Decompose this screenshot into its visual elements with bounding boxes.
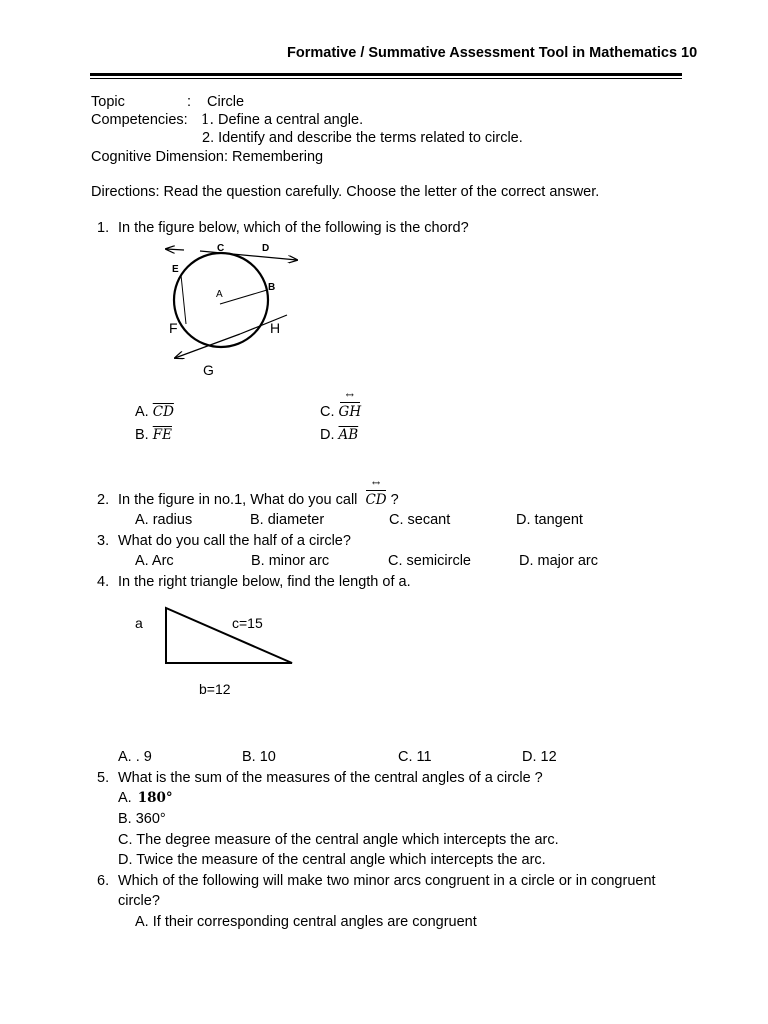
cognitive-dimension: Cognitive Dimension: Remembering: [91, 149, 324, 165]
q3-option-a[interactable]: A. Arc: [135, 553, 174, 569]
competency-1-number: 1.: [201, 112, 214, 128]
q4-option-b[interactable]: B. 10: [242, 749, 276, 765]
math-cd-segment: $\overline{CD}$: [152, 404, 174, 420]
tangent-line-cd: [166, 249, 184, 250]
figure-label-g: G: [203, 362, 214, 378]
q4-option-a[interactable]: A. . 9: [118, 749, 152, 765]
competencies-label: Competencies:: [91, 112, 188, 128]
q6-option-a[interactable]: A. If their corresponding central angles are congruent: [135, 914, 477, 930]
q5-text: What is the sum of the measures of the central angles of a circle ?: [118, 770, 543, 786]
triangle-label-c: c=15: [232, 615, 263, 631]
q1-number: 1.: [97, 220, 110, 236]
q5-number: 5.: [97, 770, 110, 786]
math-gh-line: GH ↔: [339, 403, 362, 421]
competency-1: Define a central angle.: [218, 112, 364, 128]
q3-option-b[interactable]: B. minor arc: [251, 553, 330, 569]
triangle-label-b: b=12: [199, 681, 231, 697]
q4-option-d[interactable]: D. 12: [522, 749, 557, 765]
q1-option-d[interactable]: D. $\overline{AB}$: [320, 427, 359, 443]
q4-text: In the right triangle below, find the length of a.: [118, 574, 411, 590]
tangent-line-cd-right: [200, 251, 297, 260]
topic-value: Circle: [207, 94, 245, 110]
math-fe-segment: $\overline{FE}$: [152, 427, 172, 443]
q2-option-d[interactable]: D. tangent: [516, 512, 583, 528]
page-header-title: Formative / Summative Assessment Tool in Mathematics 10: [287, 45, 698, 61]
figure-label-c: C: [217, 243, 225, 254]
q2-option-a[interactable]: A. radius: [135, 512, 193, 528]
q3-text: What do you call the half of a circle?: [118, 533, 351, 549]
q6-text-line1: Which of the following will make two minor arcs congruent in a circle or in congruent: [118, 873, 656, 889]
competency-2: 2. Identify and describe the terms related to circle.: [202, 130, 523, 146]
q2-number: 2.: [97, 492, 110, 508]
math-180-degrees: 180°: [137, 790, 173, 806]
figure-label-d: D: [262, 243, 270, 254]
q1-option-c[interactable]: C. GH ↔: [320, 403, 361, 421]
figure-label-h: H: [270, 320, 281, 336]
figure-label-f: F: [169, 320, 178, 336]
radius-ab: [220, 290, 267, 304]
figure-label-e: E: [172, 264, 179, 275]
math-360-degrees: 360°: [135, 811, 166, 827]
q5-option-a[interactable]: A. 180°: [118, 790, 173, 806]
topic-label: Topic: [91, 94, 125, 110]
q2-text: In the figure in no.1, What do you call CD ↔ ?: [118, 491, 399, 509]
q5-option-d[interactable]: D. Twice the measure of the central angle which intercepts the arc.: [118, 852, 546, 868]
math-ab-segment: $\overline{AB}$: [338, 427, 359, 443]
q1-option-b[interactable]: B. $\overline{FE}$: [135, 427, 172, 443]
circle-shape: [174, 253, 268, 347]
q2-option-c[interactable]: C. secant: [389, 512, 451, 528]
q6-text-line2: circle?: [118, 893, 160, 909]
figure-label-b: B: [268, 282, 276, 293]
q6-number: 6.: [97, 873, 110, 889]
q1-option-a[interactable]: A. $\overline{CD}$: [135, 404, 174, 420]
q4-option-c[interactable]: C. 11: [398, 749, 432, 765]
q3-option-c[interactable]: C. semicircle: [388, 553, 471, 569]
q1-text: In the figure below, which of the following is the chord?: [118, 220, 469, 236]
q2-option-b[interactable]: B. diameter: [250, 512, 325, 528]
q5-option-b[interactable]: B. 360°: [118, 811, 166, 827]
figure-label-a: A: [216, 289, 223, 300]
q5-option-c[interactable]: C. The degree measure of the central angle which intercepts the arc.: [118, 832, 559, 848]
right-triangle: [166, 608, 292, 663]
directions: Directions: Read the question carefully. Choose the letter of the correct answer.: [91, 184, 600, 200]
q4-number: 4.: [97, 574, 110, 590]
chord-fe: [181, 275, 186, 324]
topic-separator: :: [187, 94, 192, 110]
triangle-label-a: a: [135, 615, 143, 631]
q3-option-d[interactable]: D. major arc: [519, 553, 598, 569]
q3-number: 3.: [97, 533, 110, 549]
math-cd-line: CD ↔: [365, 491, 386, 509]
